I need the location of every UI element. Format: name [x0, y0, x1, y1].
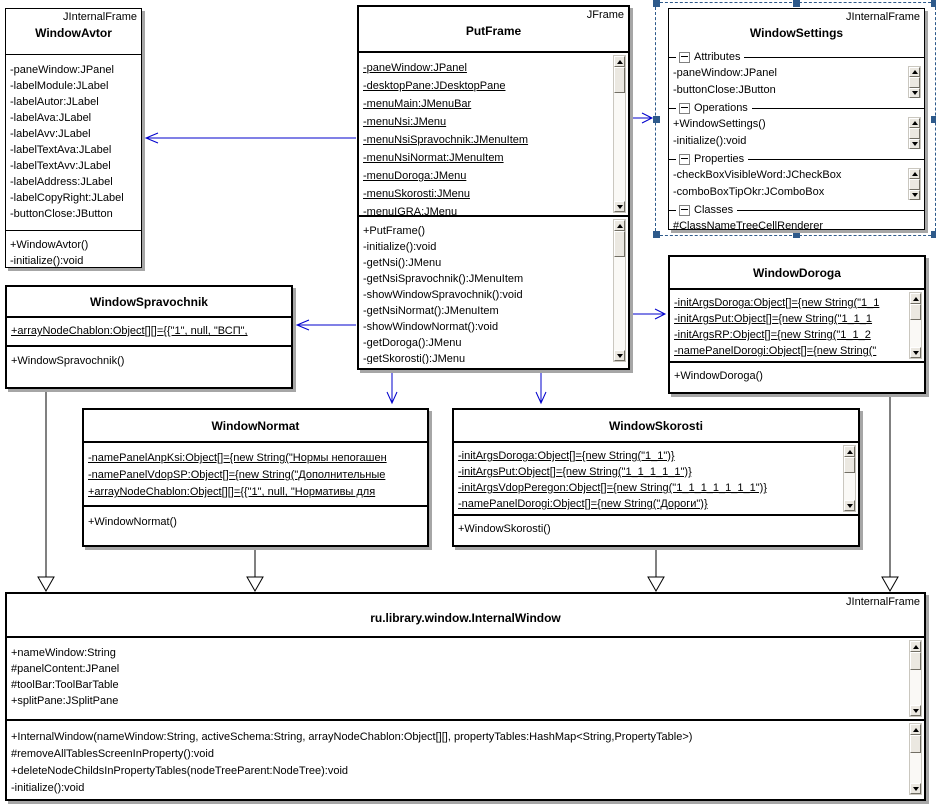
scroll-up-button[interactable]: [910, 293, 921, 304]
fields-compartment: [6, 55, 141, 230]
stereotype-label: JInternalFrame: [846, 11, 920, 23]
class-box-windownormat[interactable]: [82, 408, 429, 547]
method: +WindowSpravochnik(): [11, 355, 125, 367]
fields-compartment: [7, 318, 291, 345]
scroll-up-button[interactable]: [614, 56, 625, 67]
section-attributes: [669, 49, 924, 100]
scrollbar-thumb[interactable]: [614, 231, 625, 257]
scrollbar-track[interactable]: [910, 753, 921, 783]
scroll-up-button[interactable]: [910, 724, 921, 735]
up-arrow-icon: [912, 172, 918, 176]
section-label: Operations: [694, 102, 748, 114]
class-name: WindowAvtor: [35, 26, 112, 40]
vertical-scrollbar[interactable]: [613, 219, 626, 362]
field: -initArgsPut:Object[]={new String("1_1_1: [674, 313, 873, 325]
field: -paneWindow:JPanel: [363, 62, 467, 74]
scroll-down-button[interactable]: [910, 347, 921, 358]
fields-compartment: [359, 53, 628, 215]
scroll-up-button[interactable]: [909, 169, 920, 179]
property: -checkBoxVisibleWord:JCheckBox: [673, 169, 842, 181]
methods-compartment: [7, 345, 291, 369]
class-box-putframe[interactable]: [357, 5, 630, 370]
field: -initArgsDoroga:Object[]={new String("1_1: [674, 297, 880, 309]
field: -buttonClose:JButton: [10, 208, 113, 220]
fields-compartment: [84, 443, 427, 505]
methods-compartment: [7, 719, 924, 797]
resize-handle-w[interactable]: [653, 116, 660, 123]
method: -initialize():void: [363, 241, 437, 253]
section-scrollbar[interactable]: [908, 117, 921, 149]
field: -labelModule:JLabel: [10, 80, 109, 92]
class-box-windowsettings[interactable]: [668, 8, 925, 230]
scrollbar-thumb[interactable]: [909, 179, 920, 190]
class-box-windowavtor[interactable]: [5, 8, 142, 268]
method: +InternalWindow(nameWindow:String, activeSchema:String, arrayNodeChablon:Object[][], propertyTables:HashMap<String,PropertyTable>): [11, 731, 693, 743]
scrollbar-track[interactable]: [614, 93, 625, 201]
field: -menuNsiNormat:JMenuItem: [363, 152, 504, 164]
method: +deleteNodeChildsInPropertyTables(nodeTreeParent:NodeTree):void: [11, 765, 349, 777]
resize-handle-se[interactable]: [931, 231, 936, 238]
field: +nameWindow:String: [11, 647, 116, 659]
section-properties: [669, 151, 924, 202]
down-arrow-icon: [912, 193, 918, 197]
up-arrow-icon: [617, 60, 623, 64]
methods-compartment: [359, 215, 628, 364]
generalization-windowskorosti-internalwindow[interactable]: [648, 549, 664, 591]
field: -menuIGRA:JMenu: [363, 206, 458, 215]
field: -initArgsDoroga:Object[]={new String("1_1")}: [458, 450, 675, 462]
scroll-up-button[interactable]: [844, 446, 855, 457]
scrollbar-thumb[interactable]: [844, 457, 855, 473]
down-arrow-icon: [913, 787, 919, 791]
down-arrow-icon: [913, 709, 919, 713]
class-box-windowspravochnik[interactable]: [5, 285, 293, 389]
fields-compartment: [454, 443, 858, 514]
field: -initArgsVdopPeregon:Object[]={new String("1_1_1_1_1_1_1")}: [458, 482, 767, 494]
methods-compartment: [84, 505, 427, 530]
field: -namePanelDorogi:Object[]={new String(": [674, 345, 877, 357]
scrollbar-track[interactable]: [614, 257, 625, 350]
field: -labelAva:JLabel: [10, 112, 92, 124]
scroll-up-button[interactable]: [909, 118, 920, 128]
scroll-down-button[interactable]: [910, 705, 921, 716]
scrollbar-thumb[interactable]: [909, 128, 920, 139]
up-arrow-icon: [913, 297, 919, 301]
up-arrow-icon: [913, 645, 919, 649]
vertical-scrollbar[interactable]: [909, 723, 922, 795]
resize-handle-n[interactable]: [793, 0, 800, 7]
class-name: WindowSkorosti: [609, 419, 703, 433]
section-operations: [669, 100, 924, 151]
scrollbar-track[interactable]: [910, 320, 921, 347]
down-arrow-icon: [913, 351, 919, 355]
stereotype-label: JInternalFrame: [846, 596, 920, 608]
field: -menuNsiSpravochnik:JMenuItem: [363, 134, 529, 146]
field: -labelAddress:JLabel: [10, 176, 113, 188]
association-putframe-windowavtor[interactable]: [146, 133, 356, 143]
field: -namePanelVdopSP:Object[]={new String("Дополнительные: [88, 469, 386, 481]
field: +splitPane:JSplitPane: [11, 695, 119, 707]
operation: +WindowSettings(): [673, 118, 766, 130]
association-putframe-windowdoroga[interactable]: [631, 309, 665, 319]
scroll-up-button[interactable]: [909, 67, 920, 77]
field: -initArgsPut:Object[]={new String("1_1_1_1_1")}: [458, 466, 692, 478]
field: -initArgsRP:Object[]={new String("1_1_2: [674, 329, 871, 341]
class-name: WindowSettings: [749, 26, 844, 40]
field: -labelCopyRight:JLabel: [10, 192, 124, 204]
up-arrow-icon: [847, 450, 853, 454]
field: +arrayNodeChablon:Object[][]={{"1", null, "Нормативы для: [88, 486, 376, 498]
field: -menuMain:JMenuBar: [363, 98, 472, 110]
field: #toolBar:ToolBarTable: [11, 679, 119, 691]
method: -showWindowNormat():void: [363, 321, 499, 333]
scrollbar-thumb[interactable]: [910, 735, 921, 753]
operation: -initialize():void: [673, 135, 747, 147]
class-box-windowskorosti[interactable]: [452, 408, 860, 547]
scroll-down-button[interactable]: [614, 350, 625, 361]
field: -menuSkorosti:JMenu: [363, 188, 470, 200]
section-label: Properties: [694, 153, 745, 165]
section-classes: [669, 202, 924, 236]
scrollbar-thumb[interactable]: [614, 67, 625, 93]
class-name: WindowSpravochnik: [90, 295, 208, 309]
field: -menuNsi:JMenu: [363, 116, 447, 128]
association-putframe-windowskorosti[interactable]: [536, 371, 546, 403]
down-arrow-icon: [617, 354, 623, 358]
property: -comboBoxTipOkr:JComboBox: [673, 186, 825, 198]
scrollbar-track[interactable]: [844, 473, 855, 500]
fields-compartment: [670, 290, 924, 361]
vertical-scrollbar[interactable]: [613, 55, 626, 213]
section-label: Classes: [694, 204, 734, 216]
method: -getSkorosti():JMenu: [363, 353, 466, 364]
collapse-icon[interactable]: [679, 154, 690, 165]
section-scrollbar[interactable]: [908, 66, 921, 98]
scroll-down-button[interactable]: [614, 201, 625, 212]
down-arrow-icon: [847, 504, 853, 508]
down-arrow-icon: [617, 205, 623, 209]
stereotype-label: JFrame: [586, 9, 624, 21]
up-arrow-icon: [912, 70, 918, 74]
resize-handle-ne[interactable]: [931, 0, 936, 7]
field: #panelContent:JPanel: [11, 663, 120, 675]
down-arrow-icon: [912, 91, 918, 95]
scroll-up-button[interactable]: [614, 220, 625, 231]
generalization-windowdoroga-internalwindow[interactable]: [882, 396, 898, 591]
fields-compartment: [7, 638, 924, 719]
inner-class: #ClassNameTreeCellRenderer: [673, 220, 823, 232]
method: +WindowDoroga(): [674, 370, 763, 382]
field: -menuDoroga:JMenu: [363, 170, 467, 182]
scroll-down-button[interactable]: [909, 190, 920, 200]
scrollbar-thumb[interactable]: [910, 304, 921, 320]
method: +WindowSkorosti(): [458, 523, 551, 535]
class-name: ru.library.window.InternalWindow: [370, 611, 561, 625]
section-label: Attributes: [694, 51, 741, 63]
section-scrollbar[interactable]: [908, 168, 921, 200]
field: -labelAutor:JLabel: [10, 96, 99, 108]
field: -desktopPane:JDesktopPane: [363, 80, 506, 92]
resize-handle-sw[interactable]: [653, 231, 660, 238]
method: -getNsiSpravochnik():JMenuItem: [363, 273, 524, 285]
vertical-scrollbar[interactable]: [909, 640, 922, 717]
field: -labelTextAvv:JLabel: [10, 160, 111, 172]
method: +PutFrame(): [363, 225, 426, 237]
method: +WindowAvtor(): [10, 239, 89, 251]
association-putframe-windownormat[interactable]: [387, 371, 397, 403]
field: -namePanelDorogi:Object[]={new String("Дороги")}: [458, 498, 708, 510]
association-putframe-windowsettings[interactable]: [631, 113, 652, 123]
scroll-down-button[interactable]: [909, 88, 920, 98]
vertical-scrollbar[interactable]: [843, 445, 856, 512]
method: -showWindowSpravochnik():void: [363, 289, 523, 301]
up-arrow-icon: [912, 121, 918, 125]
method: #removeAllTablesScreenInProperty():void: [11, 748, 214, 760]
class-box-internalwindow[interactable]: [5, 592, 926, 801]
methods-compartment: [6, 230, 141, 269]
field: -paneWindow:JPanel: [10, 64, 114, 76]
field: -labelAvv:JLabel: [10, 128, 91, 140]
generalization-windowspravochnik-internalwindow[interactable]: [38, 391, 54, 591]
scroll-up-button[interactable]: [910, 641, 921, 652]
scrollbar-track[interactable]: [910, 670, 921, 705]
method: -initialize():void: [10, 255, 84, 267]
resize-handle-nw[interactable]: [653, 0, 660, 7]
scrollbar-thumb[interactable]: [909, 77, 920, 88]
class-box-windowdoroga[interactable]: [668, 255, 926, 394]
field: -labelTextAva:JLabel: [10, 144, 112, 156]
stereotype-label: JInternalFrame: [63, 11, 137, 23]
down-arrow-icon: [912, 142, 918, 146]
methods-compartment: [454, 514, 858, 537]
method: -getDoroga():JMenu: [363, 337, 462, 349]
association-putframe-windowspravochnik[interactable]: [297, 320, 356, 330]
method: -getNsiNormat():JMenuItem: [363, 305, 499, 317]
generalization-windownormat-internalwindow[interactable]: [247, 549, 263, 591]
attribute: -buttonClose:JButton: [673, 84, 776, 96]
class-name: WindowDoroga: [753, 266, 841, 280]
collapse-icon[interactable]: [679, 103, 690, 114]
field: +arrayNodeChablon:Object[][]={{"1", null, "ВСП",: [11, 325, 248, 337]
attribute: -paneWindow:JPanel: [673, 67, 777, 79]
methods-compartment: [670, 361, 924, 384]
collapse-icon[interactable]: [679, 52, 690, 63]
collapse-icon[interactable]: [679, 205, 690, 216]
resize-handle-e[interactable]: [931, 116, 936, 123]
scroll-down-button[interactable]: [909, 139, 920, 149]
vertical-scrollbar[interactable]: [909, 292, 922, 359]
scroll-down-button[interactable]: [844, 500, 855, 511]
field: -namePanelAnpKsi:Object[]={new String("Нормы непогашен: [88, 452, 387, 464]
class-name: PutFrame: [465, 24, 522, 38]
method: -initialize():void: [11, 782, 85, 794]
class-name: WindowNormat: [211, 419, 300, 433]
method: -getNsi():JMenu: [363, 257, 442, 269]
scrollbar-thumb[interactable]: [910, 652, 921, 670]
scroll-down-button[interactable]: [910, 783, 921, 794]
up-arrow-icon: [913, 728, 919, 732]
up-arrow-icon: [617, 224, 623, 228]
method: +WindowNormat(): [88, 516, 177, 528]
